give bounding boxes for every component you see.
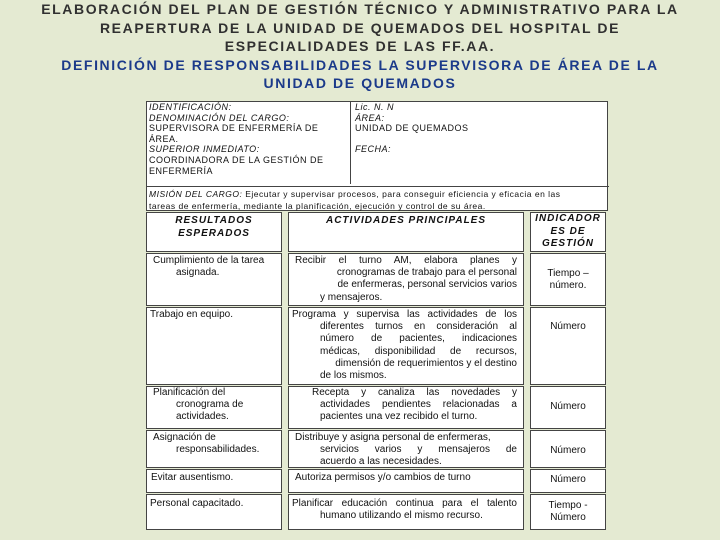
resultado-line: Personal capacitado.	[150, 498, 244, 509]
actividad-line: cronogramas de trabajo para el personal	[336, 267, 517, 279]
actividad-line: de los mismos.	[320, 370, 387, 382]
indicador-line: Número	[550, 474, 586, 485]
resultado-line: Planificación del	[153, 387, 226, 398]
actividad-cell	[288, 253, 524, 306]
superior-label: SUPERIOR INMEDIATO:	[149, 144, 260, 155]
resultado-cell	[146, 307, 282, 385]
subtitle-line-2: UNIDAD DE QUEMADOS	[263, 75, 457, 91]
resultado-cell	[146, 469, 282, 493]
actividad-line: Distribuye y asigna personal de enfermeras,	[295, 432, 491, 443]
actividad-cell	[288, 430, 524, 468]
title-line-2: REAPERTURA DE LA UNIDAD DE QUEMADOS DEL HOSPITAL DE	[99, 19, 621, 36]
indicador-cell	[530, 494, 606, 530]
resultado-cell	[146, 386, 282, 429]
actividad-line: y mensajeros.	[320, 291, 383, 303]
actividad-cell	[288, 469, 524, 493]
indicador-line: Número	[550, 445, 586, 456]
identificacion-value: Lic. N. N	[355, 102, 395, 112]
actividad-line: dimensión de requerimientos y el destino	[335, 357, 517, 369]
title-line-3: ESPECIALIDADES DE LAS FF.AA.	[224, 38, 496, 54]
subtitle-line-1: DEFINICIÓN DE RESPONSABILIDADES LA SUPERVISORA DE ÁREA DE LA	[61, 56, 659, 73]
header-indicador-2: ES DE	[550, 225, 586, 237]
resultado-line: Cumplimiento de la tarea	[153, 255, 265, 266]
actividad-line: actividades pendientes relacionadas a	[320, 399, 517, 411]
actividad-line: número de pacientes, indicaciones	[320, 333, 517, 345]
fecha-label: FECHA:	[355, 144, 392, 155]
indicador-line: número.	[549, 280, 587, 292]
mision-text-1: Ejecutar y supervisar procesos, para conseguir eficiencia y eficacia en las	[242, 189, 561, 199]
actividad-line: de enfermeras, personal servicios varios	[337, 279, 517, 291]
indicador-line: Número	[550, 321, 586, 332]
indicador-line: Tiempo -	[548, 500, 588, 511]
actividad-line: Planificar educación continua para el talento	[292, 498, 517, 509]
mision-label: MISIÓN DEL CARGO:	[149, 189, 243, 199]
page-header	[0, 0, 720, 93]
resultado-line: Asignación de	[153, 432, 216, 443]
identification-box	[146, 101, 608, 211]
actividad-line: Recibir el turno AM, elabora planes y	[295, 255, 517, 266]
actividad-line: Programa y supervisa las actividades de los	[292, 309, 517, 320]
resultado-cell	[146, 494, 282, 530]
cargo-value-2: ÁREA.	[149, 133, 179, 144]
header-indicador	[530, 212, 606, 252]
resultado-line: Trabajo en equipo.	[150, 309, 234, 320]
identification-left	[149, 102, 354, 176]
actividad-line: pacientes una vez recibido el turno.	[320, 411, 478, 423]
indicador-cell	[530, 253, 606, 306]
actividad-line: humano utilizando el mismo recurso.	[320, 510, 483, 522]
actividad-line: acuerdo a las necesidades.	[320, 456, 442, 468]
identification-right	[355, 102, 469, 155]
title-line-1: ELABORACIÓN DEL PLAN DE GESTIÓN TÉCNICO Y ADMINISTRATIVO PARA LA	[41, 1, 679, 17]
resultado-line: asignada.	[176, 267, 220, 279]
header-indicador-3: GESTIÓN	[541, 238, 594, 249]
header-resultados	[146, 212, 282, 252]
actividad-line: Autoriza permisos y/o cambios de turno	[295, 472, 471, 483]
resultado-line: responsabilidades.	[176, 444, 260, 456]
indicador-line: Tiempo –	[547, 268, 589, 279]
mision-text-2: tareas de enfermería, mediante la planificación, ejecución y control de su área.	[149, 201, 486, 211]
indicador-line: Número	[550, 512, 586, 524]
header-resultados-2: ESPERADOS	[178, 227, 250, 239]
actividad-cell	[288, 307, 524, 385]
cargo-label: DENOMINACIÓN DEL CARGO:	[149, 112, 290, 123]
actividad-line: Recepta y canaliza las novedades y	[312, 387, 517, 398]
header-actividades: ACTIVIDADES PRINCIPALES	[288, 212, 524, 252]
indicador-cell	[530, 469, 606, 493]
header-indicador-1: INDICADOR	[535, 213, 601, 224]
resultado-cell	[146, 253, 282, 306]
mision-section	[147, 186, 609, 213]
indicador-cell	[530, 307, 606, 385]
actividad-line: médicas, disponibilidad de recursos,	[320, 345, 517, 357]
identificacion-label: IDENTIFICACIÓN:	[149, 102, 232, 112]
resultado-line: cronograma de	[176, 399, 244, 411]
actividad-cell	[288, 494, 524, 530]
area-label: ÁREA:	[355, 112, 385, 123]
area-value: UNIDAD DE QUEMADOS	[355, 123, 469, 134]
indicador-cell	[530, 430, 606, 468]
actividad-cell	[288, 386, 524, 429]
actividad-line: diferentes turnos en consideración al	[320, 321, 517, 333]
superior-value-2: ENFERMERÍA	[149, 165, 214, 176]
cargo-value-1: SUPERVISORA DE ENFERMERÍA DE	[149, 123, 319, 134]
resultado-line: Evitar ausentismo.	[151, 472, 234, 483]
indicador-cell	[530, 386, 606, 429]
superior-value-1: COORDINADORA DE LA GESTIÓN DE	[149, 154, 324, 165]
resultado-line: actividades.	[176, 411, 229, 423]
header-resultados-1: RESULTADOS	[175, 215, 253, 226]
actividad-line: servicios varios y mensajeros de	[320, 444, 517, 456]
resultado-cell	[146, 430, 282, 468]
indicador-line: Número	[550, 401, 586, 412]
